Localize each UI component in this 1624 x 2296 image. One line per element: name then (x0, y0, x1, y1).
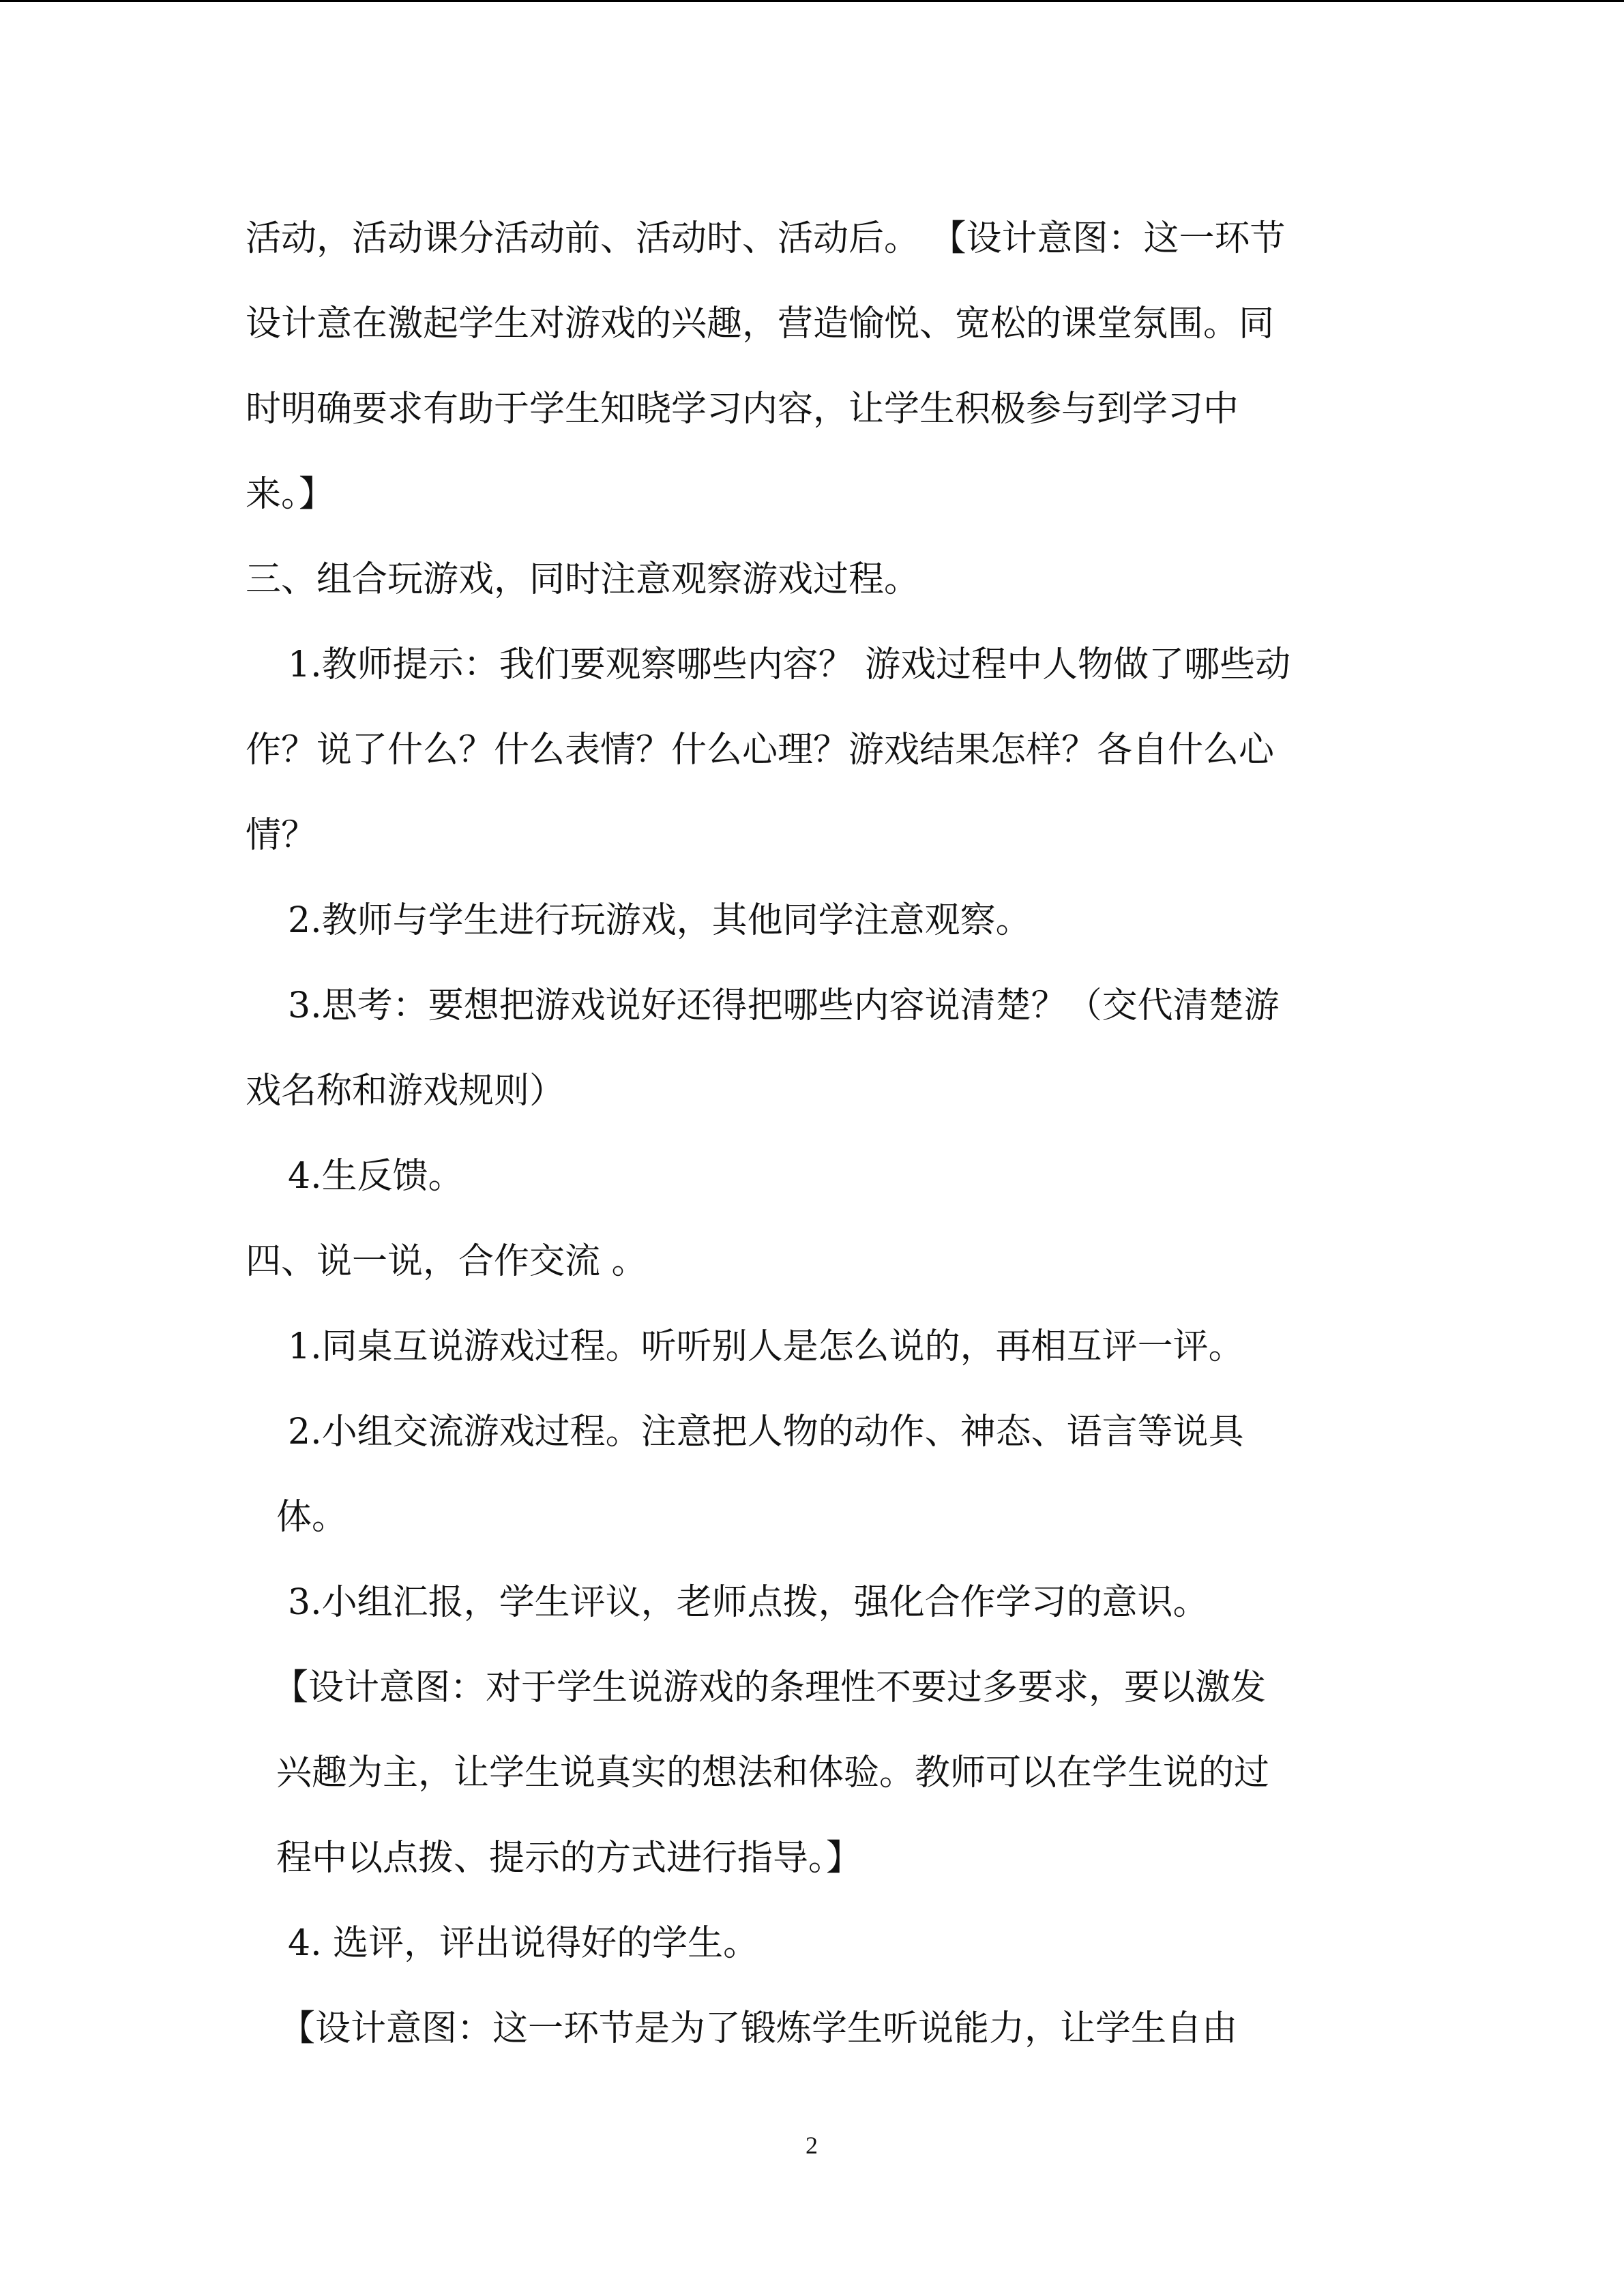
text-line-12: 4.生反馈。 (288, 1156, 464, 1197)
text-line-16: 体。 (276, 1497, 348, 1538)
text-line-6: 1.教师提示：我们要观察哪些内容？ 游戏过程中人物做了哪些动 (288, 644, 1291, 685)
text-line-17: 3.小组汇报，学生评议，老师点拨，强化合作学习的意识。 (288, 1582, 1209, 1623)
text-line-19: 兴趣为主，让学生说真实的想法和体验。教师可以在学生说的过 (276, 1753, 1270, 1793)
text-line-18: 【设计意图：对于学生说游戏的条理性不要过多要求，要以激发 (273, 1667, 1267, 1708)
text-line-4: 来。】 (246, 474, 335, 515)
section-heading-4: 四、说一说，合作交流 。 (246, 1241, 647, 1282)
text-line-7: 作？说了什么？什么表情？什么心理？游戏结果怎样？各自什么心 (246, 730, 1275, 771)
text-line-3: 时明确要求有助于学生知晓学习内容，让学生积极参与到学习中 (246, 389, 1239, 430)
text-line-10: 3.思考：要想把游戏说好还得把哪些内容说清楚？（交代清楚游 (288, 985, 1280, 1026)
text-line-21: 4. 选评，评出说得好的学生。 (288, 1923, 759, 1964)
text-line-8: 情？ (246, 815, 317, 856)
text-line-15: 2.小组交流游戏过程。注意把人物的动作、神态、语言等说具 (288, 1412, 1244, 1452)
text-line-14: 1.同桌互说游戏过程。听听别人是怎么说的，再相互评一评。 (288, 1326, 1244, 1367)
section-heading-3: 三、组合玩游戏，同时注意观察游戏过程。 (246, 559, 920, 600)
text-line-2: 设计意在激起学生对游戏的兴趣，营造愉悦、宽松的课堂氛围。同 (246, 303, 1275, 344)
text-line-20: 程中以点拨、提示的方式进行指导。】 (276, 1838, 862, 1879)
text-line-22: 【设计意图：这一环节是为了锻炼学生听说能力，让学生自由 (280, 2008, 1238, 2049)
text-line-11: 戏名称和游戏规则） (246, 1071, 565, 1112)
text-line-1: 活动，活动课分活动前、活动时、活动后。 【设计意图：这一环节 (246, 218, 1286, 259)
text-line-9: 2.教师与学生进行玩游戏，其他同学注意观察。 (288, 900, 1031, 941)
page-number: 2 (806, 2132, 818, 2159)
